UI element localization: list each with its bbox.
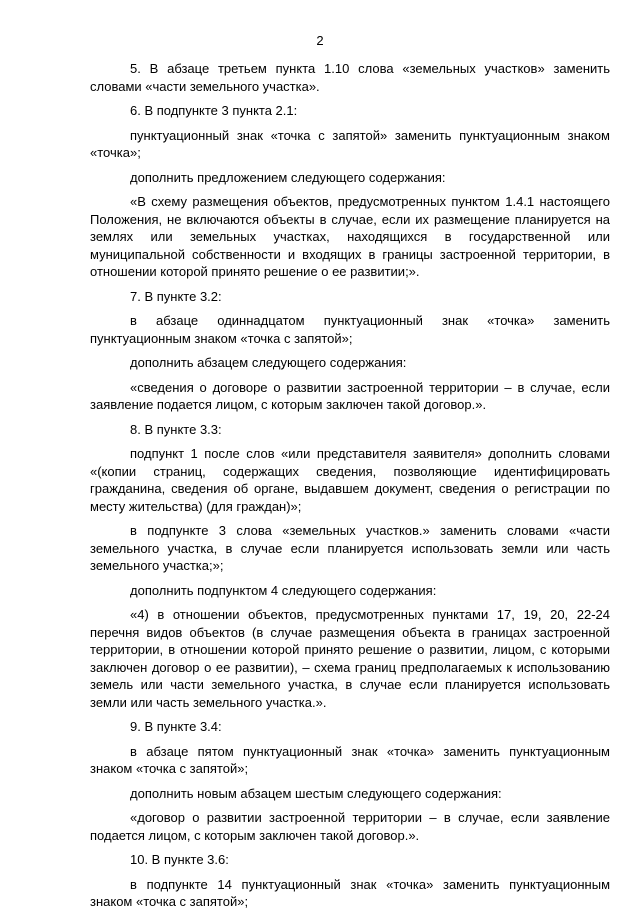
quoted-paragraph: «сведения о договоре о развитии застроенной территории – в случае, если заявление подается лицом, с которым заключен такой договор.».	[90, 379, 610, 412]
paragraph: дополнить новым абзацем шестым следующего содержания:	[130, 785, 502, 801]
paragraph-item-6-heading: 6. В подпункте 3 пункта 2.1:	[130, 103, 298, 118]
quoted-paragraph: «В схему размещения объектов, предусмотренных пунктом 1.4.1 настоящего Положения, не включаются объекты в случае, если их размещение планируется на землях или земельных участках, находящихся в государственной или муниципальной собственности и входящих в границы застроенной территории, в отношении которой принято решение о ее развитии;».	[90, 194, 610, 279]
paragraph: в абзаце одиннадцатом пунктуационный знак «точка» заменить пунктуационным знаком «точка с запятой»;	[90, 313, 610, 346]
paragraph: в подпункте 3 слова «земельных участков.» заменить словами «части земельного участка, в случае если планируется использовать земли или часть земельного участка;»;	[90, 523, 610, 573]
paragraph-item-5: 5. В абзаце третьем пункта 1.10 слова «земельных участков» заменить словами «части земельного участка».	[90, 61, 610, 94]
quoted-paragraph: «4) в отношении объектов, предусмотренных пунктами 17, 19, 20, 22-24 перечня видов объектов (в случае размещения объекта в границах застроенной территории, в отношении которой принято решение о развитии, лицом, с которыми заключен договор о ее развитии), – схема границ предполагаемых к использованию земель или части земельного участка, в случае если планируется использовать земли или часть земельного участка.».	[90, 607, 610, 710]
paragraph-item-9-heading: 9. В пункте 3.4:	[130, 719, 222, 734]
paragraph: подпункт 1 после слов «или представителя заявителя» дополнить словами «(копии страниц, содержащих сведения, позволяющие идентифицировать гражданина, сведения об органе, выдавшем документ, сведения о регистрации по месту жительства) (для граждан)»;	[90, 446, 610, 514]
paragraph: в подпункте 14 пунктуационный знак «точка» заменить пунктуационным знаком «точка с запятой»;	[90, 876, 610, 909]
paragraph-item-10-heading: 10. В пункте 3.6:	[130, 852, 229, 867]
paragraph: дополнить подпунктом 4 следующего содержания:	[130, 582, 437, 598]
paragraph: дополнить предложением следующего содержания:	[130, 169, 446, 185]
paragraph: дополнить абзацем следующего содержания:	[130, 355, 407, 370]
document-body	[90, 60, 610, 918]
paragraph-item-8-heading: 8. В пункте 3.3:	[130, 421, 222, 437]
paragraph: пунктуационный знак «точка с запятой» заменить пунктуационным знаком «точка»;	[90, 127, 610, 160]
page-number: 2	[316, 33, 324, 48]
quoted-paragraph: «договор о развитии застроенной территории – в случае, если заявление подается лицом, с которым заключен такой договор.».	[90, 810, 610, 843]
paragraph-item-7-heading: 7. В пункте 3.2:	[130, 288, 222, 304]
paragraph: в абзаце пятом пунктуационный знак «точка» заменить пунктуационным знаком «точка с запятой»;	[90, 743, 610, 776]
